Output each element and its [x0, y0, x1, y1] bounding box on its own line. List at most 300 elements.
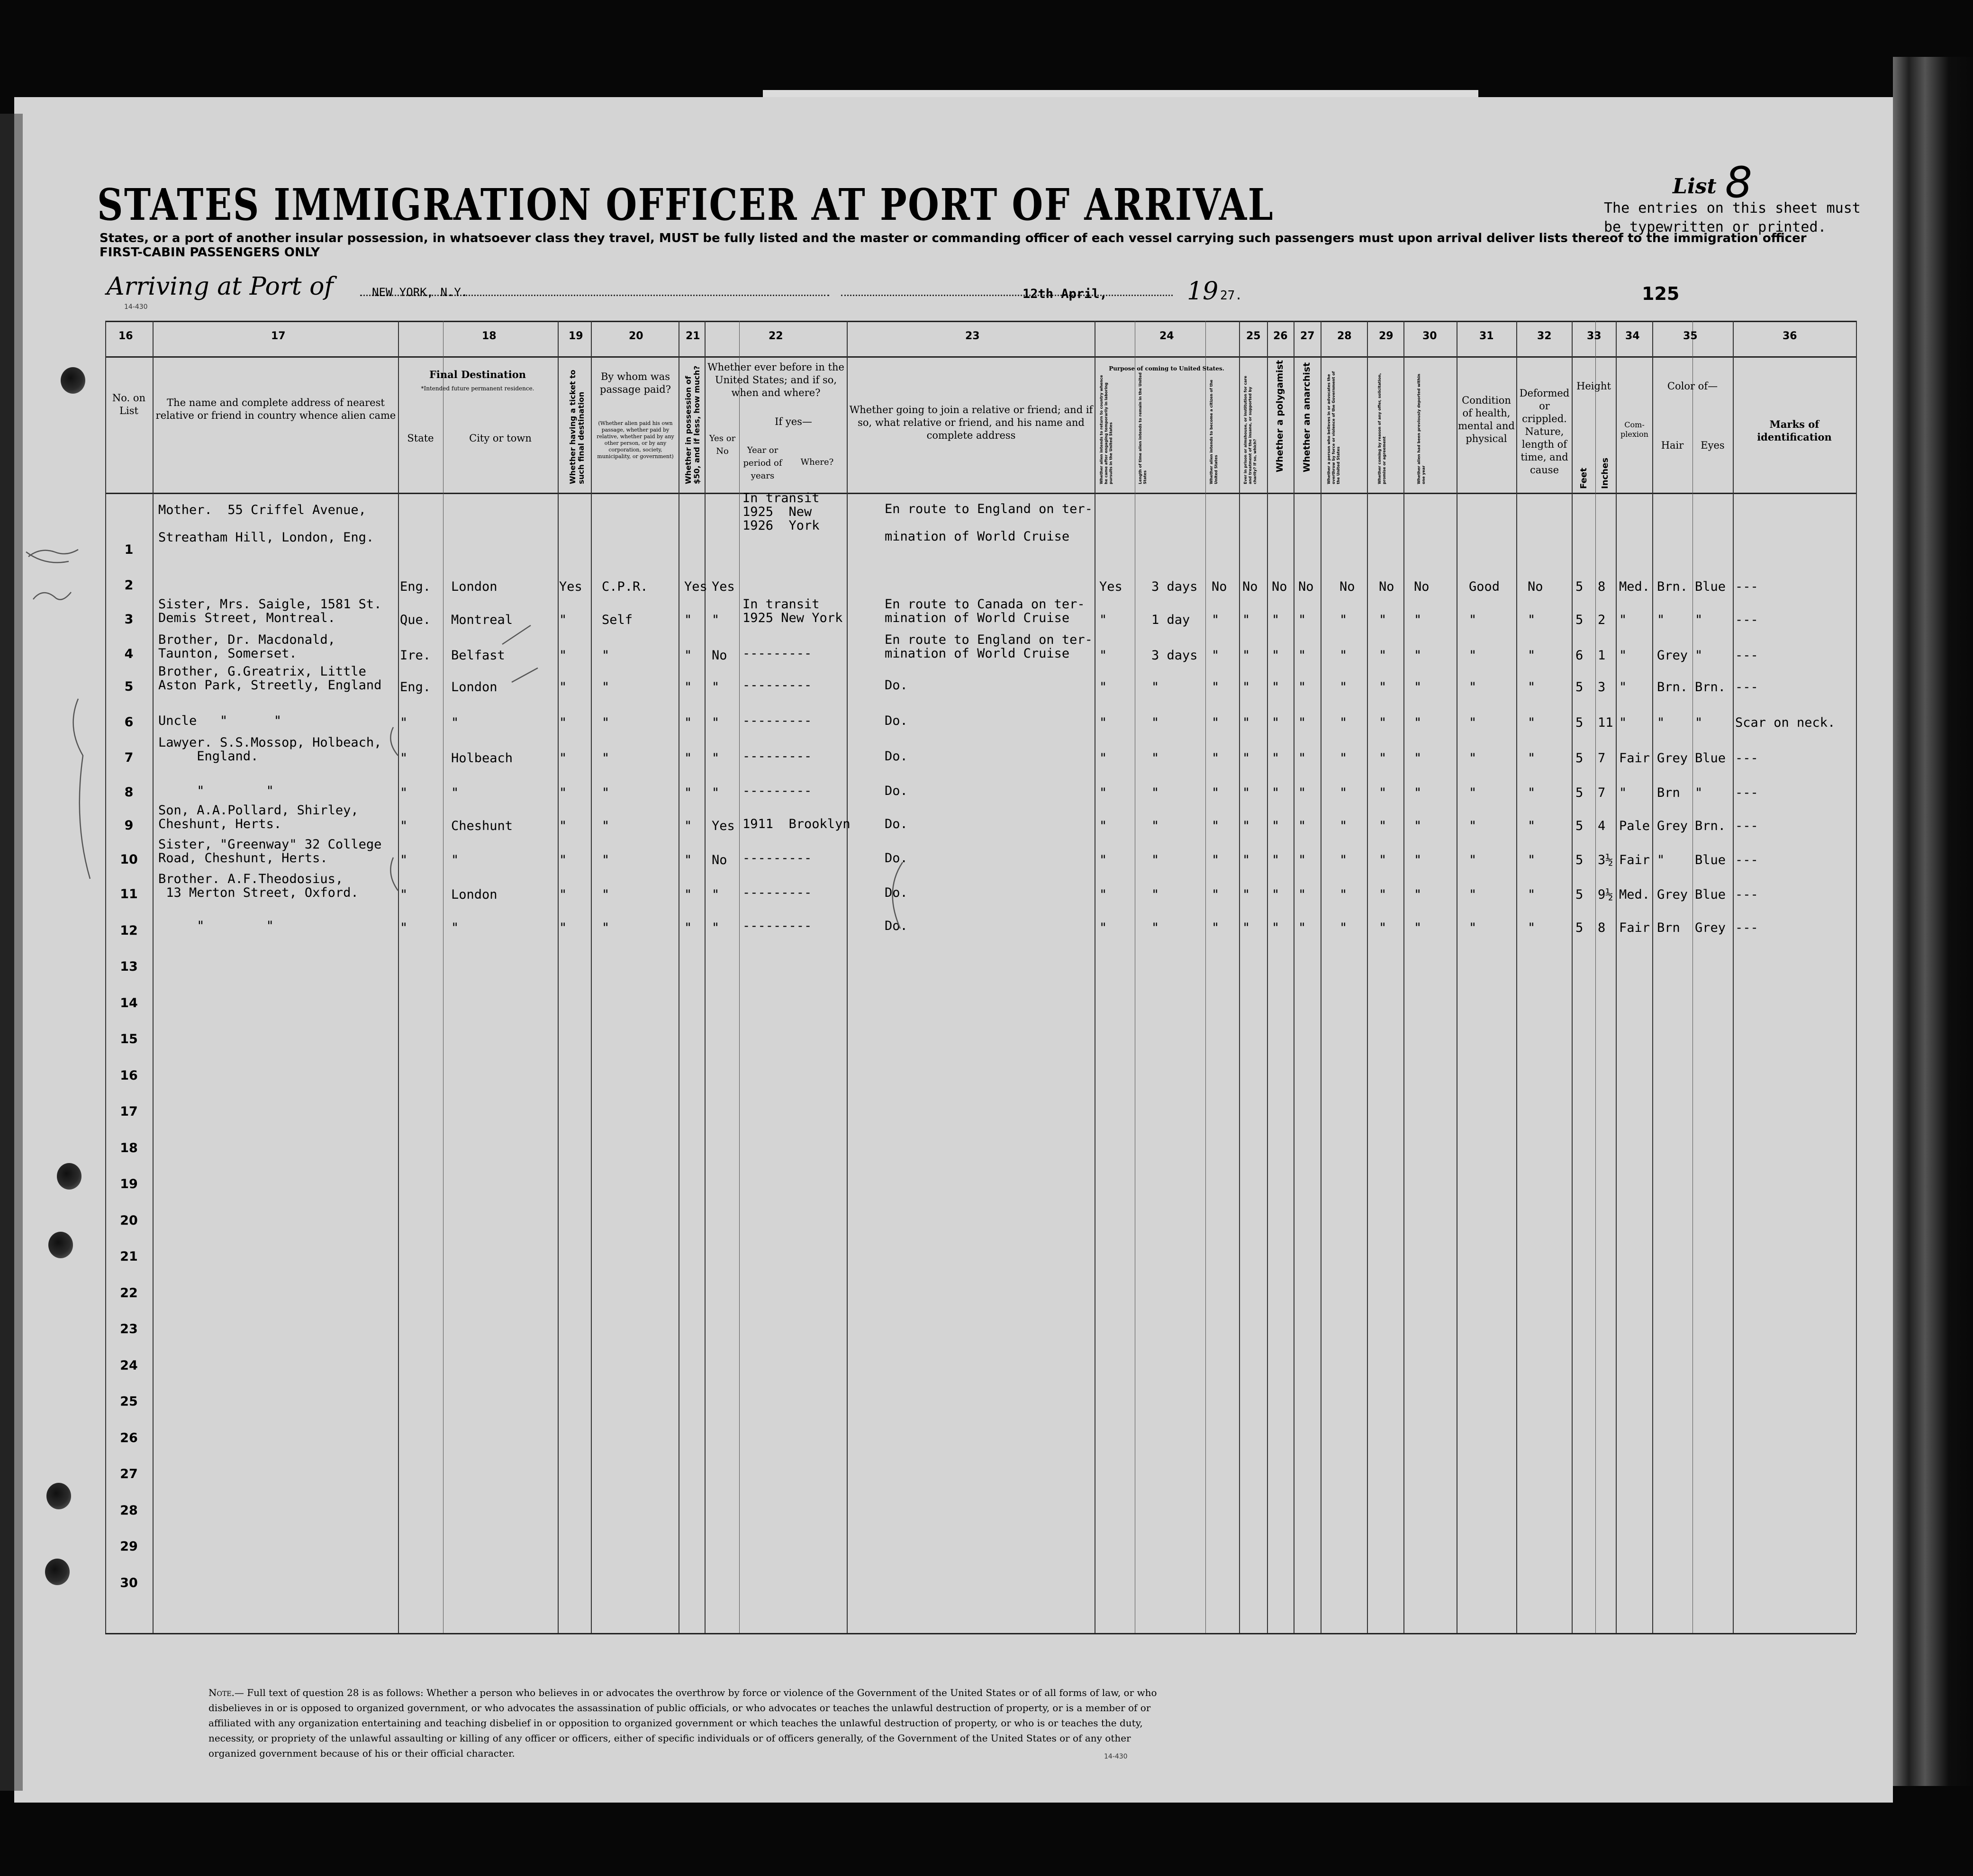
- entry-marks: ---: [1735, 613, 1758, 627]
- entry-intends-return: Yes: [1099, 579, 1122, 594]
- entry-year-where: ---------: [742, 749, 812, 764]
- punch-hole: [48, 1232, 73, 1258]
- entry-anarchist: ": [1298, 613, 1306, 627]
- entry-passage-paid: ": [602, 920, 610, 935]
- col-divider: [1652, 321, 1653, 1633]
- entry-marks: ---: [1735, 785, 1758, 800]
- entry-deported: ": [1414, 648, 1422, 663]
- col-divider: [1595, 321, 1596, 1633]
- footnote-text: Full text of question 28 is as follows: Whether a person who believes in or advocates the overthrow by force or violence of the Government of the United States or of all forms of law, or who disbelieves in or is opposed to organized government, or who advocates the assassination of public officials, or who advocates or teaches the unlawful destruction of property, or is a member of or affiliated with any organization entertaining and teaching disbelief in or opposition to organized government or which teaches the unlawful destruction of property, or who is or teaches the duty, necessity, or propriety of the unlawful assaulting or killing of any officer or officers, either of specific individuals or of officers generally, of the Government of the United States or of any other organized government because of his or their official character.: [208, 1687, 1157, 1759]
- entry-overthrow: ": [1339, 819, 1348, 833]
- page-title: STATES IMMIGRATION OFFICER AT PORT OF ARRIVAL: [97, 179, 1275, 230]
- col-number: 32: [1537, 330, 1552, 342]
- entry-passage-paid: ": [602, 887, 610, 902]
- entry-health: ": [1469, 751, 1477, 766]
- entry-marks: ---: [1735, 579, 1758, 594]
- entry-polygamist: ": [1272, 613, 1280, 627]
- entry-relative-address: Lawyer. S.S.Mossop, Holbeach, England.: [158, 735, 382, 764]
- entry-before-in-us: ": [712, 920, 720, 935]
- binding-strip: [0, 114, 23, 1791]
- entry-relative-address: Sister, Mrs. Saigle, 1581 St. Demis Street, Montreal.: [158, 597, 382, 625]
- footnote: [208, 1685, 1166, 1761]
- entry-state: ": [400, 819, 408, 833]
- entry-prison: No: [1242, 579, 1258, 594]
- entry-complexion: ": [1619, 785, 1627, 800]
- entry-ticket: ": [559, 819, 567, 833]
- col-number: 36: [1783, 330, 1797, 342]
- entry-fifty-dollars: ": [684, 613, 692, 627]
- entry-eyes: Brn.: [1695, 680, 1726, 694]
- row-number: 9: [124, 818, 134, 833]
- instruction-line: States, or a port of another insular possession, in whatsoever class they travel, MUST be fully listed and the master or commanding officer of each vessel carrying such passengers must upon arrival deliver lists thereof to the immigration officer: [100, 231, 1807, 245]
- entry-intends-return: ": [1099, 680, 1107, 694]
- row-number: 11: [120, 887, 138, 902]
- entry-state: Ire.: [400, 648, 431, 663]
- port-of-arrival: NEW YORK, N.Y.: [372, 286, 468, 299]
- col-number: 23: [965, 330, 980, 342]
- entry-eyes: Blue: [1695, 751, 1726, 766]
- header-length-of-stay: Length of time alien intends to remain in the United States: [1138, 372, 1147, 484]
- entry-overthrow: No: [1339, 579, 1355, 594]
- entry-ticket: ": [559, 920, 567, 935]
- entry-eyes: Blue: [1695, 887, 1726, 902]
- entry-length-of-stay: ": [1151, 920, 1159, 935]
- entry-intends-return: ": [1099, 785, 1107, 800]
- entry-polygamist: No: [1272, 579, 1287, 594]
- entry-before-in-us: ": [712, 887, 720, 902]
- row-number: 29: [120, 1539, 138, 1554]
- entry-offer: ": [1379, 613, 1387, 627]
- entry-intends-citizen: ": [1212, 853, 1220, 867]
- entry-deformed: ": [1528, 715, 1536, 730]
- header-offer: Whether coming by reason of any offer, solicitation, promise or agreement: [1377, 373, 1386, 484]
- entry-anarchist: ": [1298, 920, 1306, 935]
- entry-prison: ": [1242, 819, 1250, 833]
- entry-before-in-us: ": [712, 715, 720, 730]
- entry-marks: ---: [1735, 648, 1758, 663]
- entry-length-of-stay: ": [1151, 887, 1159, 902]
- entry-eyes: ": [1695, 613, 1703, 627]
- col-number: 16: [118, 330, 133, 342]
- entry-relative-address: Uncle " ": [158, 713, 282, 728]
- col-number: 17: [271, 330, 286, 342]
- col-divider: [1205, 321, 1206, 1633]
- entry-relative-address: Brother, G.Greatrix, Little Aston Park, Streetly, England: [158, 664, 382, 693]
- header-fifty-dollars: Whether in possession of $50, and if less, how much?: [684, 365, 701, 484]
- entry-relative-address: Sister, "Greenway" 32 College Road, Cheshunt, Herts.: [158, 837, 382, 866]
- entry-state: ": [400, 887, 408, 902]
- entry-intends-return: ": [1099, 887, 1107, 902]
- punch-hole: [61, 367, 85, 394]
- entry-intends-citizen: ": [1212, 680, 1220, 694]
- entry-state: ": [400, 785, 408, 800]
- entry-prison: ": [1242, 920, 1250, 935]
- col-divider: [1239, 321, 1240, 1633]
- entry-city: ": [451, 785, 459, 800]
- col-divider: [1692, 321, 1693, 1633]
- row-number: 30: [120, 1575, 138, 1590]
- entry-ticket: ": [559, 613, 567, 627]
- row-number: 3: [124, 612, 134, 627]
- entry-complexion: ": [1619, 613, 1627, 627]
- entry-inches: 3½: [1598, 853, 1613, 867]
- entry-join-relative: En route to Canada on ter- mination of World Cruise: [885, 597, 1085, 625]
- entry-feet: 5: [1575, 715, 1584, 730]
- entry-intends-citizen: ": [1212, 715, 1220, 730]
- entry-fifty-dollars: ": [684, 648, 692, 663]
- header-final-destination-note: *Intended future permanent residence.: [421, 385, 534, 392]
- entry-offer: ": [1379, 920, 1387, 935]
- col-number: 22: [769, 330, 783, 342]
- entry-overthrow: ": [1339, 613, 1348, 627]
- entry-length-of-stay: ": [1151, 680, 1159, 694]
- year-suffix: 27.: [1220, 289, 1242, 303]
- col-number: 25: [1246, 330, 1261, 342]
- entry-length-of-stay: ": [1151, 751, 1159, 766]
- header-overthrow: Whether a person who believes in or advocates the overthrow by force or violence of the Government of the United States: [1327, 371, 1340, 484]
- entry-year-where: 1911 Brooklyn: [742, 817, 851, 831]
- entry-hair: ": [1657, 853, 1665, 867]
- col-number: 21: [686, 330, 700, 342]
- header-city: City or town: [469, 433, 532, 444]
- entry-feet: 5: [1575, 853, 1584, 867]
- entry-deported: ": [1414, 920, 1422, 935]
- col-divider: [558, 321, 559, 1633]
- entry-intends-return: ": [1099, 613, 1107, 627]
- header-passage-paid: By whom was passage paid?: [600, 371, 671, 395]
- header-if-yes: If yes—: [775, 416, 812, 427]
- entry-offer: ": [1379, 853, 1387, 867]
- entry-before-in-us: ": [712, 785, 720, 800]
- header-state: State: [407, 433, 434, 444]
- entry-year-where: ---------: [742, 678, 812, 693]
- entry-polygamist: ": [1272, 715, 1280, 730]
- entry-passage-paid: ": [602, 648, 610, 663]
- entry-ticket: ": [559, 751, 567, 766]
- entry-passage-paid: Self: [602, 613, 633, 627]
- row-number: 6: [124, 715, 134, 730]
- row-number: 18: [120, 1140, 138, 1155]
- entry-passage-paid: ": [602, 785, 610, 800]
- entry-complexion: Pale: [1619, 819, 1650, 833]
- entry-deformed: ": [1528, 819, 1536, 833]
- year-prefix: 19: [1187, 277, 1219, 306]
- header-hair: Hair: [1661, 440, 1684, 451]
- entry-offer: ": [1379, 887, 1387, 902]
- entry-overthrow: ": [1339, 920, 1348, 935]
- entry-complexion: ": [1619, 680, 1627, 694]
- entry-health: ": [1469, 680, 1477, 694]
- entry-deformed: ": [1528, 648, 1536, 663]
- arrival-date: 12th April,: [1023, 287, 1107, 301]
- col-number: 20: [629, 330, 643, 342]
- entry-overthrow: ": [1339, 853, 1348, 867]
- entry-anarchist: ": [1298, 819, 1306, 833]
- entry-join-relative: Do.: [885, 784, 908, 798]
- row-number: 1: [124, 542, 134, 557]
- entry-complexion: Fair: [1619, 920, 1650, 935]
- entry-eyes: Grey: [1695, 920, 1726, 935]
- entry-before-in-us: ": [712, 613, 720, 627]
- entry-length-of-stay: ": [1151, 853, 1159, 867]
- entry-join-relative: Do.: [885, 885, 908, 900]
- entry-prison: ": [1242, 680, 1250, 694]
- col-divider: [153, 321, 154, 1633]
- entry-join-relative: Do.: [885, 919, 908, 933]
- col-divider: [1616, 321, 1617, 1633]
- row-number: 28: [120, 1503, 138, 1518]
- entry-ticket: ": [559, 648, 567, 663]
- entry-deported: ": [1414, 887, 1422, 902]
- entry-inches: 3: [1598, 680, 1606, 694]
- header-where: Where?: [800, 457, 834, 467]
- row-number: 12: [120, 923, 138, 938]
- col-divider: [1572, 321, 1573, 1633]
- entry-fifty-dollars: ": [684, 751, 692, 766]
- punch-hole: [46, 1483, 71, 1509]
- header-ticket: Whether having a ticket to such final destination: [568, 370, 586, 484]
- col-divider: [1267, 321, 1268, 1633]
- entry-intends-citizen: ": [1212, 613, 1220, 627]
- entry-health: ": [1469, 887, 1477, 902]
- entry-hair: Brn.: [1657, 579, 1688, 594]
- punch-hole: [57, 1163, 81, 1190]
- entry-overthrow: ": [1339, 715, 1348, 730]
- row-number: 16: [120, 1068, 138, 1083]
- entry-inches: 7: [1598, 751, 1606, 766]
- entry-relative-address: Brother. A.F.Theodosius, 13 Merton Street, Oxford.: [158, 872, 359, 900]
- entry-polygamist: ": [1272, 887, 1280, 902]
- entry-intends-citizen: ": [1212, 887, 1220, 902]
- entry-year-where: ---------: [742, 851, 812, 866]
- entry-length-of-stay: ": [1151, 785, 1159, 800]
- entry-anarchist: ": [1298, 785, 1306, 800]
- col-number: 31: [1479, 330, 1494, 342]
- footnote-label: Note.—: [208, 1687, 244, 1698]
- date-dotted-line: [841, 295, 1173, 296]
- entry-complexion: Fair: [1619, 853, 1650, 867]
- entry-ticket: Yes: [559, 579, 582, 594]
- entry-hair: Grey: [1657, 819, 1688, 833]
- entry-deported: ": [1414, 819, 1422, 833]
- entry-intends-citizen: No: [1212, 579, 1227, 594]
- header-deported: Whether alien had been previously deported within one year: [1417, 374, 1426, 484]
- entry-city: Belfast: [451, 648, 505, 663]
- entry-inches: 4: [1598, 819, 1606, 833]
- entry-deported: No: [1414, 579, 1430, 594]
- entry-overthrow: ": [1339, 648, 1348, 663]
- row-number: 23: [120, 1322, 138, 1336]
- entry-inches: 9½: [1598, 887, 1613, 902]
- entry-passage-paid: C.P.R.: [602, 579, 648, 594]
- entry-fifty-dollars: ": [684, 680, 692, 694]
- col-number: 19: [569, 330, 583, 342]
- table-rule: [105, 321, 1856, 322]
- entry-join-relative: Do.: [885, 713, 908, 728]
- entry-relative-address: Mother. 55 Criffel Avenue, Streatham Hill, London, Eng.: [158, 503, 374, 545]
- entry-city: London: [451, 579, 498, 594]
- row-number: 15: [120, 1032, 138, 1046]
- col-divider: [1856, 321, 1857, 1633]
- entry-polygamist: ": [1272, 920, 1280, 935]
- entry-eyes: Blue: [1695, 579, 1726, 594]
- header-nearest-relative: The name and complete address of nearest relative or friend in country whence alien came: [155, 397, 396, 421]
- entry-health: ": [1469, 819, 1477, 833]
- col-divider: [847, 321, 848, 1633]
- entry-hair: Brn: [1657, 920, 1680, 935]
- entry-fifty-dollars: ": [684, 785, 692, 800]
- entry-health: Good: [1469, 579, 1500, 594]
- entry-year-where: ---------: [742, 784, 812, 798]
- entry-deformed: ": [1528, 751, 1536, 766]
- entry-complexion: ": [1619, 715, 1627, 730]
- entry-prison: ": [1242, 887, 1250, 902]
- entry-deformed: ": [1528, 920, 1536, 935]
- entry-ticket: ": [559, 715, 567, 730]
- col-divider: [398, 321, 399, 1633]
- header-inches: Inches: [1600, 458, 1610, 489]
- entry-deformed: ": [1528, 680, 1536, 694]
- row-number: 22: [120, 1285, 138, 1300]
- entry-polygamist: ": [1272, 853, 1280, 867]
- row-number: 17: [120, 1104, 138, 1119]
- entry-overthrow: ": [1339, 785, 1348, 800]
- entry-relative-address: Son, A.A.Pollard, Shirley, Cheshunt, Herts.: [158, 803, 359, 831]
- header-prison: Ever in prison or almshouse, or institution for care and treatment of the insane, or supported by charity? If so, which?: [1243, 376, 1257, 484]
- entry-join-relative: Do.: [885, 749, 908, 764]
- header-height: Height: [1576, 380, 1611, 392]
- entry-join-relative: En route to England on ter- mination of World Cruise: [885, 502, 1093, 544]
- row-number: 26: [120, 1430, 138, 1445]
- header-color-of: Color of—: [1667, 380, 1718, 392]
- entry-city: Cheshunt: [451, 819, 513, 833]
- entry-passage-paid: ": [602, 819, 610, 833]
- header-citizen: Whether alien intends to become a citizen of the United States: [1209, 379, 1218, 484]
- entry-passage-paid: ": [602, 680, 610, 694]
- entry-overthrow: ": [1339, 751, 1348, 766]
- form-code: 14-430: [124, 303, 148, 311]
- entry-passage-paid: ": [602, 853, 610, 867]
- entry-prison: ": [1242, 648, 1250, 663]
- row-number: 20: [120, 1213, 138, 1228]
- entry-marks: ---: [1735, 920, 1758, 935]
- entry-join-relative: En route to England on ter- mination of World Cruise: [885, 632, 1093, 661]
- entry-offer: ": [1379, 680, 1387, 694]
- col-divider: [1733, 321, 1734, 1633]
- entry-intends-return: ": [1099, 648, 1107, 663]
- header-polygamist: Whether a polygamist: [1275, 360, 1285, 472]
- entry-eyes: ": [1695, 648, 1703, 663]
- row-number: 5: [124, 679, 134, 694]
- row-number: 4: [124, 647, 134, 661]
- table-rule: [105, 1633, 1856, 1634]
- entry-before-in-us: Yes: [712, 579, 735, 594]
- entry-offer: ": [1379, 648, 1387, 663]
- entry-prison: ": [1242, 853, 1250, 867]
- punch-hole: [45, 1559, 70, 1585]
- header-complexion: Com-plexion: [1620, 420, 1648, 439]
- entry-complexion: Med.: [1619, 887, 1650, 902]
- entry-health: ": [1469, 853, 1477, 867]
- entry-length-of-stay: ": [1151, 715, 1159, 730]
- col-number: 27: [1300, 330, 1315, 342]
- entry-polygamist: ": [1272, 751, 1280, 766]
- entry-fifty-dollars: ": [684, 715, 692, 730]
- entry-anarchist: ": [1298, 751, 1306, 766]
- entry-feet: 5: [1575, 579, 1584, 594]
- manifest-table: [105, 321, 1856, 1633]
- entry-city: ": [451, 920, 459, 935]
- entry-eyes: Blue: [1695, 853, 1726, 867]
- entry-health: ": [1469, 715, 1477, 730]
- entry-hair: Grey: [1657, 648, 1688, 663]
- entry-offer: No: [1379, 579, 1394, 594]
- entry-city: Holbeach: [451, 751, 513, 766]
- entry-anarchist: No: [1298, 579, 1314, 594]
- page-number: 125: [1642, 283, 1680, 304]
- entry-passage-paid: ": [602, 715, 610, 730]
- entry-offer: ": [1379, 715, 1387, 730]
- entry-deported: ": [1414, 853, 1422, 867]
- entry-state: ": [400, 853, 408, 867]
- entry-offer: ": [1379, 819, 1387, 833]
- entry-anarchist: ": [1298, 715, 1306, 730]
- header-eyes: Eyes: [1701, 440, 1725, 451]
- row-number: 19: [120, 1177, 138, 1191]
- entry-polygamist: ": [1272, 680, 1280, 694]
- entry-fifty-dollars: ": [684, 920, 692, 935]
- entry-year-where: ---------: [742, 885, 812, 900]
- entry-ticket: ": [559, 680, 567, 694]
- entry-intends-return: ": [1099, 853, 1107, 867]
- entry-anarchist: ": [1298, 853, 1306, 867]
- col-divider: [591, 321, 592, 1633]
- row-number: 21: [120, 1249, 138, 1264]
- entry-city: Montreal: [451, 613, 513, 627]
- entry-feet: 5: [1575, 785, 1584, 800]
- col-number: 34: [1625, 330, 1640, 342]
- entry-length-of-stay: 1 day: [1151, 613, 1190, 627]
- entry-feet: 5: [1575, 819, 1584, 833]
- entry-marks: ---: [1735, 680, 1758, 694]
- entry-overthrow: ": [1339, 887, 1348, 902]
- entry-marks: ---: [1735, 819, 1758, 833]
- col-divider: [1403, 321, 1404, 1633]
- entry-marks: ---: [1735, 751, 1758, 766]
- entry-deformed: ": [1528, 887, 1536, 902]
- typewritten-note: The entries on this sheet must be typewritten or printed.: [1604, 200, 1861, 235]
- header-final-destination: Final Destination: [429, 369, 526, 380]
- page-stack-edge: [1893, 57, 1973, 1786]
- col-number: 30: [1422, 330, 1437, 342]
- entry-offer: ": [1379, 751, 1387, 766]
- entry-marks: Scar on neck.: [1735, 715, 1836, 730]
- list-number: List 8: [1673, 158, 1753, 207]
- entry-feet: 5: [1575, 887, 1584, 902]
- entry-hair: Brn.: [1657, 680, 1688, 694]
- entry-polygamist: ": [1272, 648, 1280, 663]
- entry-passage-paid: ": [602, 751, 610, 766]
- col-divider: [1516, 321, 1517, 1633]
- col-divider: [705, 321, 706, 1633]
- entry-offer: ": [1379, 785, 1387, 800]
- entry-length-of-stay: ": [1151, 819, 1159, 833]
- row-number: 2: [124, 578, 134, 593]
- entry-health: ": [1469, 613, 1477, 627]
- entry-year-where: In transit 1925 New 1926 York: [742, 491, 820, 533]
- entry-anarchist: ": [1298, 648, 1306, 663]
- entry-relative-address: Brother, Dr. Macdonald, Taunton, Somerset.: [158, 632, 335, 661]
